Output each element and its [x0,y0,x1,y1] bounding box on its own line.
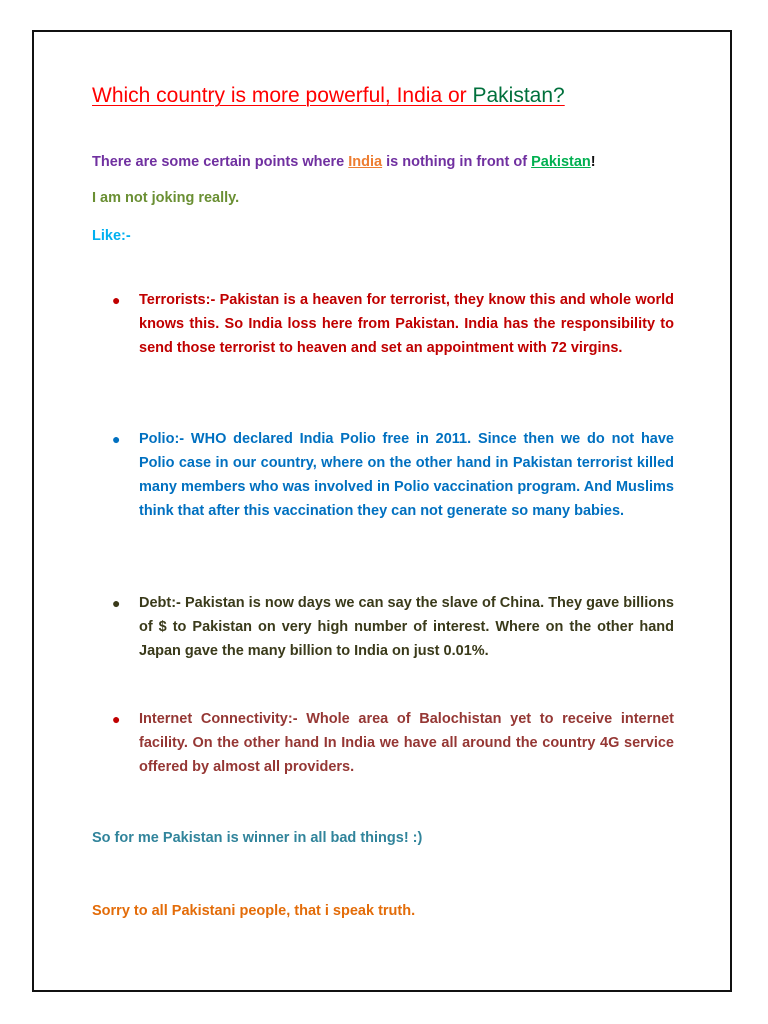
title-text: Which country is more powerful, India or [92,84,473,107]
bullet-dot-icon: ● [112,711,121,727]
joke-line: I am not joking really. [92,190,240,206]
bullet-text: Debt:- Pakistan is now days we can say the slave of China. They gave billions of $ to Pakistan on very high number of interest. Where on the other hand Japan gave the many billion to India on just 0.01%. [139,595,674,659]
intro-middle: is nothing in front of [382,154,532,170]
bullet-dot-icon: ● [112,292,121,308]
bullet-dot-icon: ● [112,431,121,447]
bullet-internet [112,707,674,779]
intro-india-word: India [348,154,383,170]
winner-line: So for me Pakistan is winner in all bad things! :) [92,830,423,846]
bullet-text: Internet Connectivity:- Whole area of Balochistan yet to receive internet facility. On the other hand In India we have all around the country 4G service offered by almost all providers. [139,711,674,775]
intro-lead: There are some certain points where [92,154,349,170]
intro-exclamation: ! [590,154,596,170]
intro-line [92,154,596,170]
bullet-text: Polio:- WHO declared India Polio free in 2011. Since then we do not have Polio case in our country, where on the other hand in Pakistan terrorist killed many members who was involved in Polio vaccination program. And Muslims think that after this vaccination they can not generate so many babies. [139,431,674,519]
bullet-text: Terrorists:- Pakistan is a heaven for terrorist, they know this and whole world knows this. So India loss here from Pakistan. India has the responsibility to send those terrorist to heaven and set an appointment with 72 virgins. [139,292,674,356]
intro-pakistan-word: Pakistan [531,154,591,170]
bullet-dot-icon: ● [112,595,121,611]
title-pakistan: Pakistan? [472,84,565,107]
bullet-polio [112,427,674,523]
document-title [92,84,565,108]
bullet-debt [112,591,674,663]
sorry-line: Sorry to all Pakistani people, that i speak truth. [92,903,416,919]
bullet-terrorists [112,288,674,360]
like-line: Like:- [92,228,131,244]
